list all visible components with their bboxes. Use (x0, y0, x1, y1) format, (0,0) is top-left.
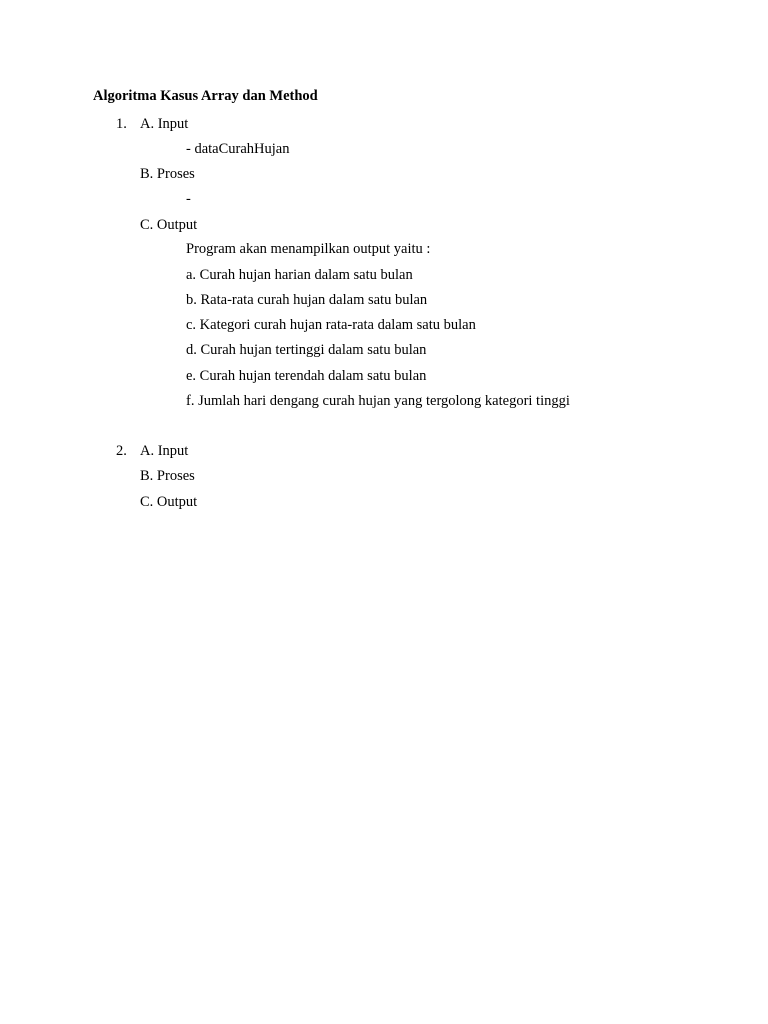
output-list-item: c. Kategori curah hujan rata-rata dalam satu bulan (186, 317, 476, 333)
item1-proses-detail: - (186, 191, 191, 207)
list-number-1: 1. (116, 116, 127, 132)
output-list-item: a. Curah hujan harian dalam satu bulan (186, 267, 413, 283)
output-list-item: e. Curah hujan terendah dalam satu bulan (186, 368, 427, 384)
item1-output-intro: Program akan menampilkan output yaitu : (186, 241, 431, 257)
item1-input-detail: - dataCurahHujan (186, 141, 290, 157)
output-list-item: d. Curah hujan tertinggi dalam satu bulan (186, 342, 427, 358)
list-number-2: 2. (116, 443, 127, 459)
item2-proses-label: B. Proses (140, 468, 195, 484)
item2-output-label: C. Output (140, 494, 198, 510)
document-title: Algoritma Kasus Array dan Method (93, 88, 318, 104)
item2-input-label: A. Input (140, 443, 189, 459)
output-list-item: f. Jumlah hari dengang curah hujan yang tergolong kategori tinggi (186, 393, 570, 409)
item1-output-label: C. Output (140, 217, 198, 233)
item1-proses-label: B. Proses (140, 166, 195, 182)
item1-input-label: A. Input (140, 116, 189, 132)
output-list-item: b. Rata-rata curah hujan dalam satu bulan (186, 292, 428, 308)
